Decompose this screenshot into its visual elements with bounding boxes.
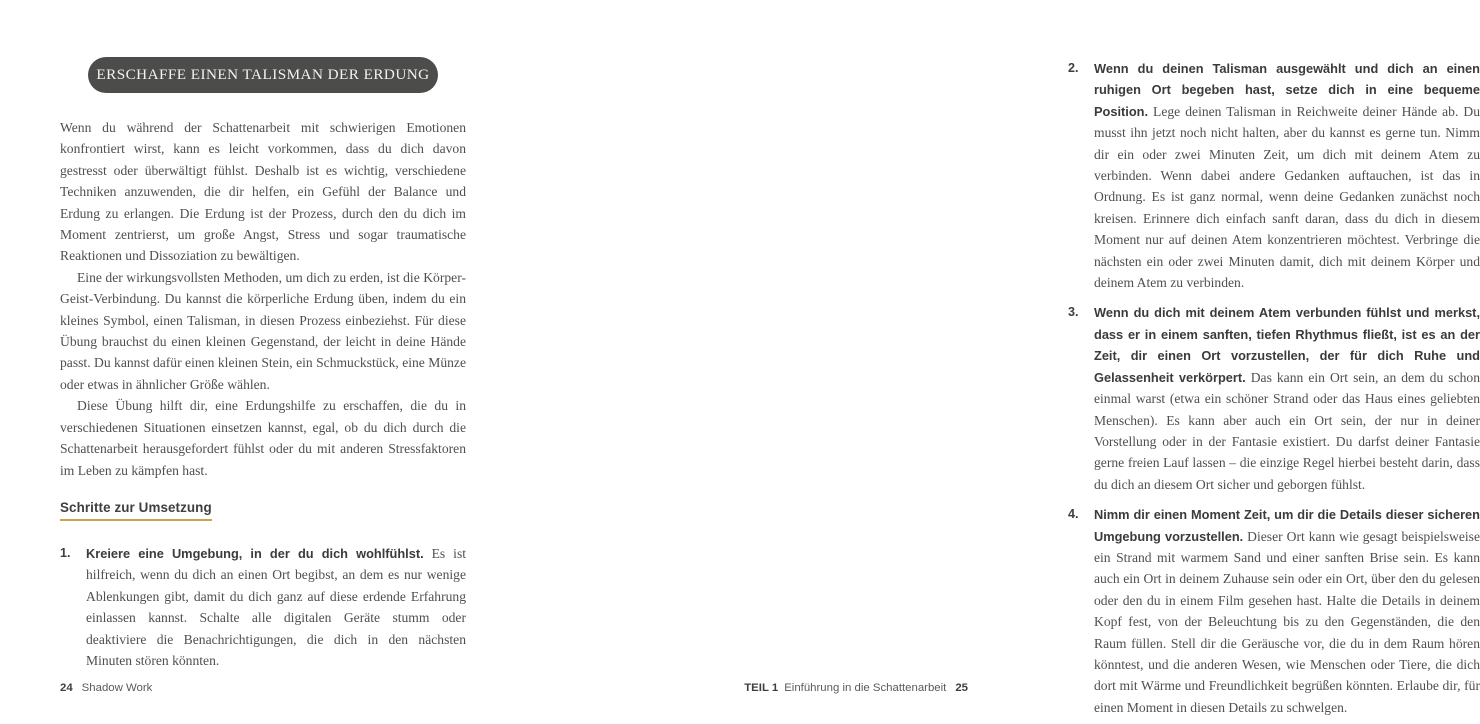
paragraph: Eine der wirkungsvollsten Methoden, um dich zu erden, ist die Körper-Geist-Verbindung. Du kannst die körperliche Erdung üben, indem du ein kleines Symbol, einen Talisman, in diesen Prozess einbeziehst. Für diese Übung brauchst du einen kleinen Gegenstand, der leicht in deine Hände passt. Du kannst dafür einen kleinen Stein, ein Schmuckstück, eine Münze oder etwas in ähnlicher Größe wählen. <box>60 269 466 392</box>
steps-list-left <box>60 543 466 671</box>
intro-paragraphs <box>60 117 466 481</box>
list-item-body: Lege deinen Talisman in Reichweite deiner Hände ab. Du musst ihn jetzt noch nicht halten, aber du kannst es gerne tun. Nimm dir ein oder zwei Minuten Zeit, um dich mit deinem Atem zu verbinden. Wenn dabei andere Gedanken auftauchen, ist das in Ordnung. Es ist ganz normal, wenn deine Gedanken zunächst noch kreisen. Erinnere dich einfach sanft daran, dass du dich in diesem Moment nur auf deinen Atem konzentrieren möchtest. Verbringe die nächsten ein oder zwei Minuten damit, dich mit deinem Körper und deinem Atem zu verbinden. <box>1094 103 1480 291</box>
list-item-number: 3. <box>1068 305 1079 320</box>
list-item-lead: Nimm dir einen Moment Zeit, um dir die Details dieser sicheren Umgebung vorzustellen. <box>1094 507 1480 544</box>
page-right <box>510 0 1480 724</box>
list-item-body: Das kann ein Ort sein, an dem du schon einmal warst (etwa ein schöner Strand oder das Haus eines geliebten Menschen). Es kann aber auch ein Ort sein, der nur in deiner Vorstellung oder in der Fantasie existiert. Du darfst deiner Fantasie gerne freien Lauf lassen – die einzige Regel hierbei besteht darin, dass du dich an diesem Ort sicher und geborgen fühlst. <box>1094 369 1480 492</box>
list-item <box>1068 302 1480 495</box>
paragraph: Diese Übung hilft dir, eine Erdungshilfe zu erschaffen, die du in verschiedenen Situationen einsetzen kannst, egal, ob du dich durch die Schattenarbeit herausgefordert fühlst oder du mit anderen Stressfaktoren im Leben zu kämpfen hast. <box>60 398 466 478</box>
chapter-banner-title: ERSCHAFFE EINEN TALISMAN DER ERDUNG <box>96 66 430 83</box>
list-item-body: Es ist hilfreich, wenn du dich an einen Ort begibst, an dem es nur wenige Ablenkungen gibt, damit du dich ganz auf diese erdende Erfahrung einlassen kannst. Schalte alle digitalen Geräte stumm oder deaktiviere die Benachrichtigungen, die dich in den nächsten Minuten stören könnten. <box>86 546 467 669</box>
list-item-lead: Kreiere eine Umgebung, in der du dich wohlfühlst. <box>86 546 424 561</box>
paragraph: Wenn du während der Schattenarbeit mit schwierigen Emotionen konfrontiert wirst, kann es leicht vorkommen, dass du dich davon gestresst oder überwältigt fühlst. Deshalb ist es wichtig, verschiedene Techniken anzuwenden, die dir helfen, ein Gefühl der Balance und Erdung zu erlangen. Die Erdung ist der Prozess, durch den du dich im Moment zentrierst, um große Angst, Stress und sogar traumatische Reaktionen und Dissoziation zu bewältigen. <box>60 120 466 264</box>
list-item <box>1068 58 1480 293</box>
footer-page-number: 25 <box>955 682 968 694</box>
list-item-number: 4. <box>1068 507 1079 522</box>
list-item-body: Dieser Ort kann wie gesagt beispielsweise ein Strand mit warmem Sand und einer sanften Brise sein. Es kann auch ein Ort in deinem Zuhause sein oder ein Ort, über den du gelesen oder den du in einem Film gesehen hast. Halte die Details in deinem Kopf fest, von der Beleuchtung bis zu den Gegenständen, die den Raum füllen. Stell dir die Geräusche vor, die du in dem Raum hören könntest, und die anderen Wesen, wie Menschen oder Tiere, die dich dort mit Wärme und Freundlichkeit begrüßen könnten. Erlaube dir, für einen Moment in diesen Details zu schwelgen. <box>1094 528 1480 715</box>
chapter-banner <box>88 57 438 93</box>
list-item-number: 2. <box>1068 61 1079 75</box>
list-item-number: 1. <box>60 546 71 560</box>
page-left <box>0 0 510 724</box>
footer-part-label: TEIL 1 <box>744 682 779 694</box>
list-item-lead: Wenn du deinen Talisman ausgewählt und dich an einen ruhigen Ort begeben hast, setze dich in eine bequeme Position. <box>1094 61 1480 119</box>
section-heading-schritte: Schritte zur Umsetzung <box>60 500 212 521</box>
list-item <box>60 543 466 671</box>
footer-part-title: Einführung in die Schattenarbeit <box>784 682 947 694</box>
footer-page-number: 24 <box>60 682 73 694</box>
list-item-lead: Wenn du dich mit deinem Atem verbunden fühlst und merkst, dass er in einem sanften, tiefen Rhythmus fließt, ist es an der Zeit, dir einen Ort vorzustellen, der für dich Ruhe und Gelassenheit verkörpert. <box>1094 305 1480 385</box>
list-item <box>1068 504 1480 718</box>
footer-right <box>744 682 968 694</box>
steps-list-right <box>1068 58 1480 718</box>
footer-left <box>60 682 152 694</box>
footer-book-title: Shadow Work <box>81 682 153 694</box>
